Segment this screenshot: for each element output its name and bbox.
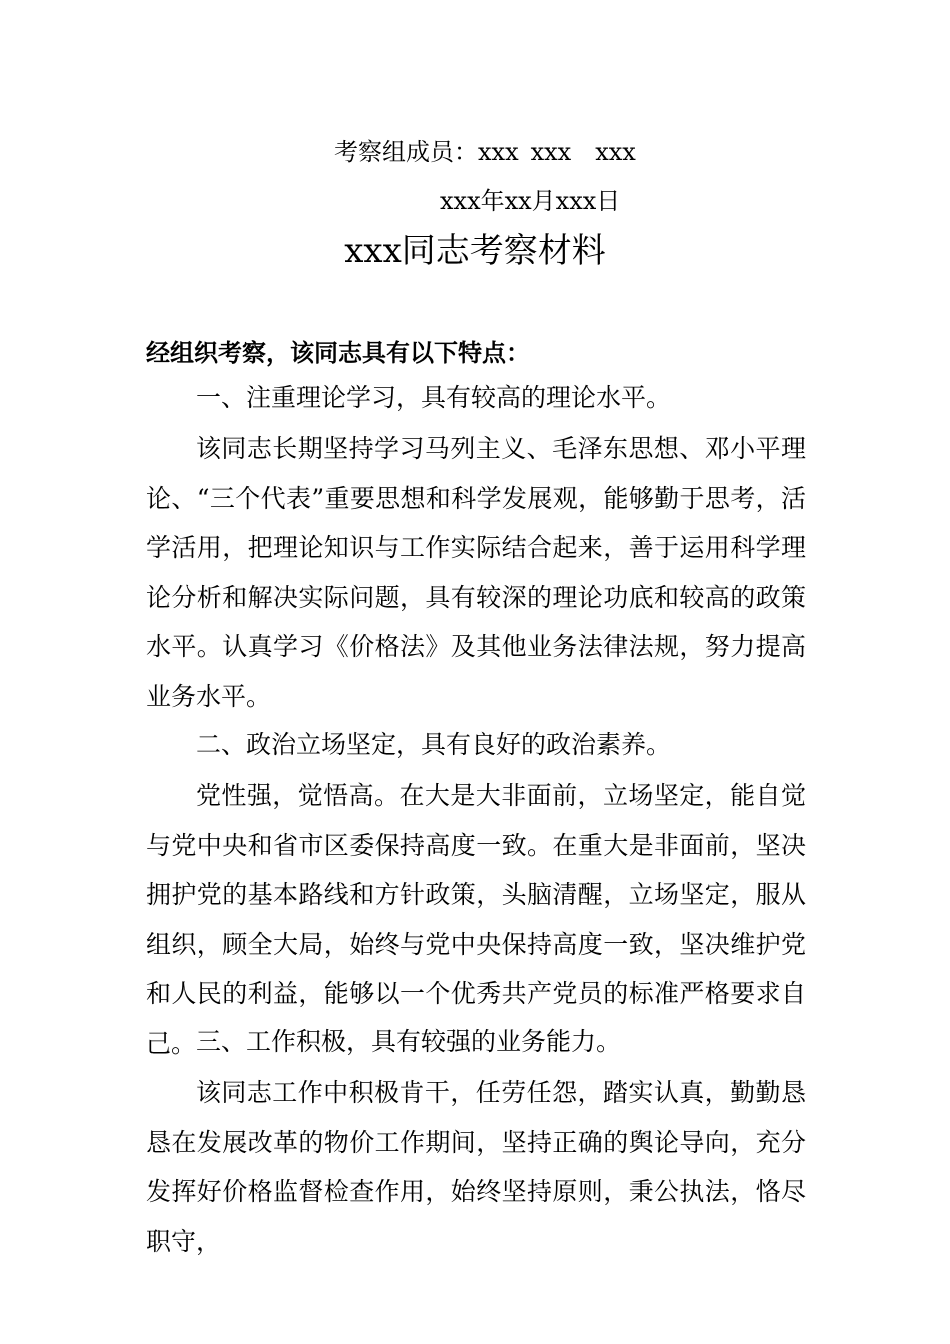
section-heading: 一、注重理论学习，具有较高的理论水平。 <box>196 383 672 412</box>
member-name: xxx <box>595 138 636 166</box>
member-name: xxx <box>530 138 572 166</box>
section-body: 党性强，觉悟高。在大是大非面前，立场坚定，能自觉与党中央和省市区委保持高度一致。在重大是非面前，坚决拥护党的基本路线和方针政策，头脑清醒，立场坚定，服从组织，顾全大局，始终与党中央保持高度一致，坚决维护党和人民的利益，能够以一个优秀共产党员的标准严格要求自己。 <box>146 781 806 1058</box>
intro-statement: 经组织考察，该同志具有以下特点： <box>146 338 530 367</box>
document-title: xxx同志考察材料 <box>344 231 606 271</box>
member-name: xxx <box>478 138 519 166</box>
section-body: 该同志工作中积极肯干，任劳任怨，踏实认真，勤勤恳恳在发展改革的物价工作期间，坚持正确的舆论导向，充分发挥好价格监督检查作用，始终坚持原则，秉公执法，恪尽职守， <box>146 1078 806 1256</box>
section-heading: 二、政治立场坚定，具有良好的政治素养。 <box>196 730 672 759</box>
review-team-members <box>334 137 636 167</box>
document-date: xxx年xx月xxx日 <box>440 187 621 215</box>
section-body: 该同志长期坚持学习马列主义、毛泽东思想、邓小平理论、“三个代表”重要思想和科学发展观，能够勤于思考，活学活用，把理论知识与工作实际结合起来，善于运用科学理论分析和解决实际问题，具有较深的理论功底和较高的政策水平。认真学习《价格法》及其他业务法律法规，努力提高业务水平。 <box>146 434 806 711</box>
section-heading: 三、工作积极，具有较强的业务能力。 <box>196 1027 622 1056</box>
members-label: 考察组成员： <box>334 138 478 166</box>
